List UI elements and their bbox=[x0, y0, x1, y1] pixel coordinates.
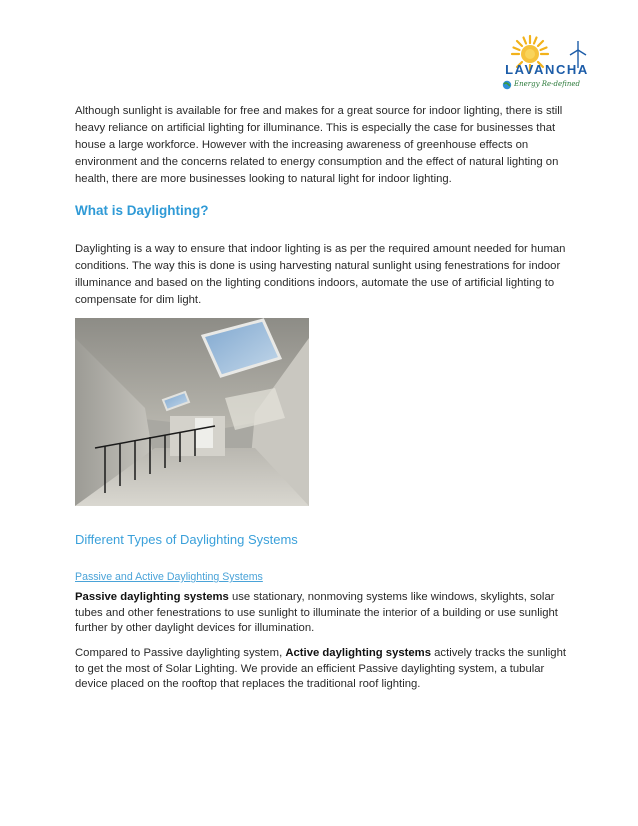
active-paragraph bbox=[75, 646, 570, 693]
daylighting-paragraph: Daylighting is a way to ensure that indoor lighting is as per the required amount needed for human conditions. The way this is done is using harvesting natural sunlight using fenestrations for indoor illuminance and based on the lighting conditions indoors, automate the use of artificial lighting to compensate for dim light. bbox=[75, 243, 566, 306]
daylit-interior-photo bbox=[75, 318, 309, 506]
intro-paragraph: Although sunlight is available for free and makes for a great source for indoor lighting, there is still heavy reliance on artificial lighting for illuminance. This is especially the case for businesses that house a large workforce. However with the increasing awareness of greenhouse effects on environment and the concerns related to energy consumption and the effect of natural lighting on health, there are more businesses looking to natural light for indoor lighting. bbox=[75, 105, 563, 185]
subheading-passive-active: Passive and Active Daylighting Systems bbox=[75, 571, 263, 583]
active-description: actively tracks the sunlight to get the most of Solar Lighting. We provide an efficient Passive daylighting system, a tubular device placed on the rooftop that replaces the traditional roof lighting. bbox=[75, 647, 567, 690]
passive-paragraph bbox=[75, 590, 570, 637]
active-term: Active daylighting systems bbox=[285, 647, 432, 659]
passive-term: Passive daylighting systems bbox=[75, 591, 229, 603]
logo-tagline: Energy Re-defined bbox=[514, 80, 580, 88]
globe-icon bbox=[502, 80, 512, 90]
active-lead: Compared to Passive daylighting system, bbox=[75, 647, 286, 659]
lavancha-logo bbox=[488, 34, 606, 114]
logo-brand: LAVANCHA bbox=[505, 62, 589, 77]
section-heading-types: Different Types of Daylighting Systems bbox=[75, 532, 298, 547]
passive-description: use stationary, nonmoving systems like windows, skylights, solar tubes and other fenestrations to use sunlight to illuminate the interior of a building or use sunlight further by other daylight devices for illumination. bbox=[75, 591, 558, 634]
section-heading-daylighting: What is Daylighting? bbox=[75, 203, 209, 218]
